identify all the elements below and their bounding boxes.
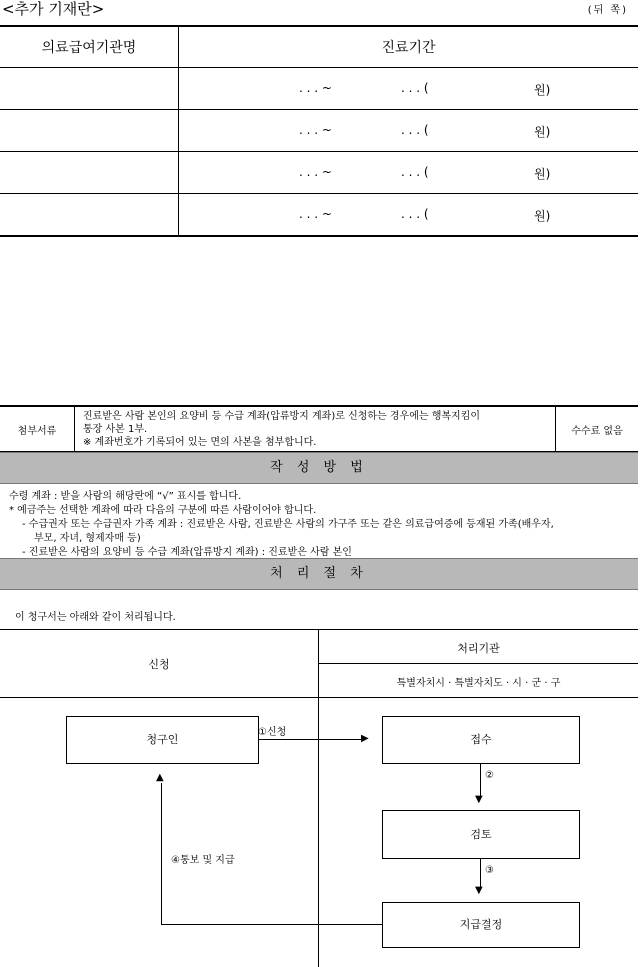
section-title: <추가 기재란>: [2, 0, 105, 18]
won-label: 원): [534, 83, 551, 97]
table-header-row: [0, 26, 638, 68]
step2-label: ②: [485, 770, 494, 781]
arrow-up-icon: ▲: [156, 772, 164, 783]
arrow-down-icon: ▼: [475, 885, 483, 896]
column-header-period: 진료기간: [179, 26, 639, 68]
won-label: 원): [534, 125, 551, 139]
step4-arrow-line: [161, 924, 382, 925]
writing-method-line: - 수급권자 또는 수급권자 가족 계좌 : 진료받은 사람, 진료받은 사람의 가구주 또는 같은 의료급여증에 등재된 가족(배우자,: [22, 519, 554, 530]
step4-label: ④통보 및 지급: [171, 855, 235, 866]
step1-label: ①신청: [258, 727, 287, 738]
attachments-description: [75, 406, 556, 452]
fee-cell: 수수료 없음: [556, 406, 639, 452]
attachments-table: [0, 405, 638, 452]
attachments-label: 첨부서류: [0, 406, 75, 452]
period-cell[interactable]: [179, 152, 639, 194]
attachments-text-line: 통장 사본 1부.: [83, 423, 148, 435]
arrow-down-icon: ▼: [475, 794, 483, 805]
receipt-box: 접수: [382, 716, 580, 764]
date-to-dots: . . . (: [401, 165, 429, 179]
period-cell[interactable]: [179, 68, 639, 110]
agency-name: 특별자치시 · 특별자치도 · 시 · 군 · 구: [396, 678, 561, 689]
won-label: 원): [534, 209, 551, 223]
review-box: 검토: [382, 810, 580, 859]
divider: [0, 629, 638, 630]
period-cell[interactable]: [179, 194, 639, 237]
date-from-dots: . . . ~: [299, 123, 332, 137]
column-header-agency: 처리기관: [457, 642, 500, 655]
column-header-institution: 의료급여기관명: [0, 26, 179, 68]
page-side-label: (뒤 쪽): [587, 5, 628, 16]
decision-box: 지급결정: [382, 902, 580, 948]
date-to-dots: . . . (: [401, 123, 429, 137]
won-label: 원): [534, 167, 551, 181]
writing-method-title: 작 성 방 법: [0, 452, 638, 484]
table-row: [0, 194, 638, 237]
writing-method-line: - 진료받은 사람의 요양비 등 수급 계좌(압류방지 계좌) : 진료받은 사람 본인: [22, 547, 352, 558]
writing-method-line: 부모, 자녀, 형제자매 등): [34, 533, 141, 544]
writing-method-line: * 예금주는 선택한 계좌에 따라 다음의 구분에 따른 사람이어야 합니다.: [9, 505, 317, 516]
writing-method-line: 수령 계좌 : 받을 사람의 해당란에 “√” 표시를 합니다.: [9, 491, 242, 502]
attachments-text-line: 진료받은 사람 본인의 요양비 등 수급 계좌(압류방지 계좌)로 신청하는 경우에는 행복지킴이: [83, 410, 481, 422]
step3-label: ③: [485, 865, 494, 876]
claimant-box: 청구인: [66, 716, 259, 764]
period-cell[interactable]: [179, 110, 639, 152]
divider: [0, 697, 638, 698]
extra-entry-table: [0, 25, 638, 237]
column-header-apply: 신청: [148, 658, 170, 671]
date-from-dots: . . . ~: [299, 165, 332, 179]
table-row: [0, 152, 638, 194]
step3-arrow-line: [480, 858, 481, 887]
procedure-intro: 이 청구서는 아래와 같이 처리됩니다.: [15, 612, 176, 623]
step2-arrow-line: [480, 763, 481, 796]
date-to-dots: . . . (: [401, 207, 429, 221]
institution-cell[interactable]: [0, 110, 179, 152]
arrow-right-icon: ▶: [361, 733, 369, 744]
step4-arrow-line: [161, 783, 162, 925]
institution-cell[interactable]: [0, 152, 179, 194]
institution-cell[interactable]: [0, 68, 179, 110]
divider: [318, 663, 638, 664]
table-row: [0, 110, 638, 152]
date-from-dots: . . . ~: [299, 81, 332, 95]
table-row: [0, 68, 638, 110]
date-from-dots: . . . ~: [299, 207, 332, 221]
attachments-note: ※ 계좌번호가 기록되어 있는 면의 사본을 첨부합니다.: [83, 436, 317, 448]
procedure-title: 처 리 절 차: [0, 558, 638, 590]
step1-arrow-line: [258, 739, 364, 740]
institution-cell[interactable]: [0, 194, 179, 237]
date-to-dots: . . . (: [401, 81, 429, 95]
